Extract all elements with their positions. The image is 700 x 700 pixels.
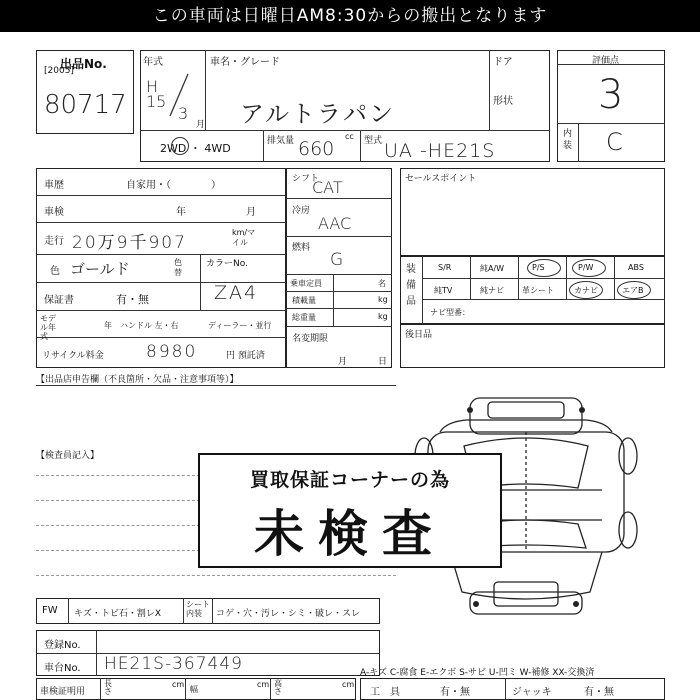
equip-tv: 純TV (434, 286, 453, 295)
year-era: H (146, 77, 159, 96)
year-slash (160, 70, 200, 120)
color-code-label: カラーNo. (206, 259, 248, 269)
shift-label: シフト (292, 174, 320, 184)
tools-options: 有・無 (440, 687, 470, 698)
cert-width-cm: cm (257, 680, 270, 689)
lot-year-tag: [2005] (44, 66, 74, 76)
shape-label: 形状 (493, 96, 513, 107)
equip-ps-circle (527, 259, 561, 277)
mileage-unit: km/マイル (232, 228, 256, 247)
model-year-year: 年 (104, 321, 112, 330)
weight-unit: kg (378, 312, 388, 321)
stamp-line1: 買取保証コーナーの為 (249, 469, 450, 491)
ac-value: AAC (318, 214, 352, 233)
color-value: ゴールド (70, 260, 130, 278)
damage-legend: A-キズ C-腐食 E-エクボ S-サビ U-凹ミ W-補修 XX-交換済 (360, 668, 595, 678)
fuel-label: 燃料 (292, 243, 311, 253)
warranty-options: 有・無 (116, 293, 149, 306)
displacement-value: 660 (298, 138, 335, 160)
drive-circle (171, 137, 189, 155)
color-code: ZA4 (214, 282, 259, 304)
history-text: 自家用・（ ） (126, 180, 221, 191)
cert-label: 車検証明用 (40, 687, 86, 697)
equip-sr: S/R (438, 263, 452, 272)
cert-width: 幅 (190, 685, 198, 694)
grade-value: 3 (598, 72, 624, 118)
dealer-notes-label: 【出品店申告欄（不良箇所・欠品・注意事項等）】 (36, 375, 239, 385)
color-change-label: 色替 (174, 258, 182, 277)
fw-seat-label: シート内装 (186, 600, 210, 618)
lot-number: 80717 (44, 90, 127, 120)
equipment-label: 装備品 (406, 264, 416, 307)
model-year-dealer: ディーラー・並行 (208, 321, 272, 330)
year-value: 15 (146, 92, 167, 111)
equip-pw-circle (572, 259, 606, 277)
capacity-unit: 名 (378, 279, 386, 288)
interior-value: C (606, 128, 623, 156)
equip-kanavi-circle (569, 281, 603, 299)
equip-leather: 革シート (522, 286, 554, 295)
name-change-month: 月 (338, 357, 348, 367)
equip-pw: P/W (578, 263, 594, 272)
mileage-label: 走行 (44, 236, 64, 247)
year-label: 年式 (143, 57, 163, 68)
recycle-value: 8980 (146, 342, 198, 362)
model-value: UA -HE21S (384, 140, 496, 162)
grade-label: 評価点 (592, 56, 620, 66)
equip-ps: P/S (532, 263, 545, 272)
banner: この車両は日曜日AM8:30からの搬出となります (0, 0, 700, 32)
jack-options: 有・無 (584, 687, 614, 698)
year-month: 3 (178, 104, 189, 123)
drive-text: 2WD ・ 4WD (160, 142, 231, 155)
model-year-label: モデル年式 (40, 314, 56, 341)
equip-airbag-circle (617, 281, 651, 299)
model-label: 型式 (364, 136, 383, 146)
shift-value: CAT (312, 178, 343, 197)
cert-length: 長さ (104, 679, 112, 696)
car-name: アルトラパン (240, 100, 396, 128)
equip-aw: 純A/W (480, 264, 505, 273)
stamp-box (198, 453, 502, 568)
equip-airbag: エアB (622, 286, 644, 295)
model-year-handle: ハンドル 左・右 (120, 321, 179, 330)
inspection-month: 月 (246, 207, 256, 218)
displacement-label: 排気量 (267, 136, 295, 146)
fw-seat-text: コゲ・穴・汚レ・シミ・破レ・スレ (216, 609, 361, 619)
inspection-label: 車検 (44, 207, 64, 218)
load-label: 積載量 (292, 296, 316, 305)
displacement-unit: cc (345, 132, 354, 141)
inspector-notes-label: 【検査員記入】 (36, 451, 100, 461)
name-change-day: 日 (378, 357, 388, 367)
fw-label: FW (42, 605, 58, 616)
equip-abs: ABS (628, 263, 644, 272)
car-label: 車名・グレード (210, 57, 280, 68)
load-unit: kg (378, 295, 388, 304)
recycle-unit: 円 預託済 (226, 351, 265, 361)
registration-label: 登録No. (44, 640, 81, 651)
year-month-unit: 月 (196, 120, 206, 130)
cert-height: 高さ (274, 679, 282, 696)
cert-length-cm: cm (172, 680, 185, 689)
later-box (400, 324, 665, 368)
chassis-label: 車台No. (44, 663, 81, 674)
weight-label: 総重量 (292, 313, 316, 322)
capacity-label: 乗車定員 (290, 279, 322, 288)
sales-label: セールスポイント (405, 174, 477, 184)
name-change-label: 名変期限 (292, 334, 329, 344)
color-label: 色 (50, 266, 60, 277)
later-label: 後日品 (405, 330, 433, 340)
fw-text: キズ・トビ石・割レX (74, 609, 161, 619)
equip-kanavi: カナビ (574, 286, 598, 295)
recycle-label: リサイクル料金 (42, 351, 104, 361)
warranty-label: 保証書 (44, 295, 74, 306)
inspection-year: 年 (176, 207, 186, 218)
cert-height-cm: cm (342, 680, 355, 689)
equip-navi: 純ナビ (480, 286, 504, 295)
chassis-value: HE21S-367449 (104, 654, 243, 674)
lot-label: 出品No. (60, 57, 107, 71)
fuel-value: G (330, 250, 344, 270)
stamp-line2: 未検査 (254, 505, 446, 563)
tools-label: 工 具 (370, 687, 400, 698)
history-label: 車歴 (44, 180, 64, 191)
mileage-value: 20万9千907 (72, 233, 187, 253)
door-label: ドア (493, 57, 513, 68)
interior-label: 内装 (563, 129, 573, 151)
jack-label: ジャッキ (512, 687, 552, 698)
ac-label: 冷房 (292, 206, 311, 216)
equip-navi-model: ナビ型番： (430, 308, 470, 317)
